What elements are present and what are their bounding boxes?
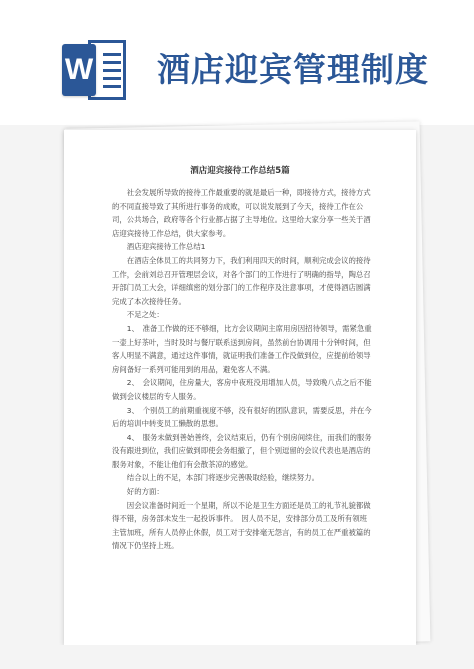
document-page [64, 130, 416, 645]
page-title: 酒店迎宾管理制度 [157, 50, 429, 89]
paragraph: 2、 会议期间，住房量大，客房中夜班没用增加人员，导致晚八点之后不能做到会议楼层的专人服务。 [112, 378, 372, 401]
document-title: 酒店迎宾接待工作总结5篇 [190, 166, 290, 176]
word-document-icon [62, 40, 128, 100]
paragraph: 好的方面： [126, 487, 164, 497]
word-badge [62, 44, 96, 96]
paragraph: 因会议准备时间近一个星期，所以不论是卫生方面还是员工的礼节礼貌都做得不错，房务部未发生一起投诉事件。 因人员不足，安排部分员工及所有领班主管加班，所有人员停止休假，员工对于安排毫无怨言，有的员工在严重被篇的情况下仍坚持上班。 [112, 500, 371, 551]
paragraph: 在酒店全体员工的共同努力下，我们利用四天的时间，顺利完成会议的接待工作，会前刘总召开管理层会议，对各个部门的工作进行了明确的指导，陶总召开部门员工大会，详细缜密的划分部门的工作程序及注意事项，才使得酒店圆满完成了本次接待任务。 [112, 255, 371, 306]
footer-strip [0, 645, 474, 669]
paragraph: 1、 准备工作做的还不够细，比方会议期间主席用房因招待领导，需紧急重一壶上好茶叶，当时及时与餐厅联系送到房间，虽然前台协调用十分钟时间，但客人明显不满意，通过这件事情，就证明我们准备工作没做到位，应提前给领导房间备好一系列可能用到的用品，避免客人不满。 [112, 323, 372, 374]
paragraph: 4、 服务未做到善始善终，会议结束后，仍有个别房间续住，而我们的服务没有跟进到位，我们应做到即使会务组撤了，但个别逗留的会议代表也是酒店的服务对象，不能让他们有会散茶凉的感觉。 [112, 432, 372, 469]
paragraph: 不足之处： [126, 310, 164, 320]
paragraph: 酒店迎宾接待工作总结1 [126, 242, 206, 252]
paragraph: 3、 个别员工的前期重视度不够，没有很好的团队意识，需要反思，并在今后的培训中转变员工懒散的思想。 [112, 405, 372, 429]
document-body [112, 186, 374, 553]
paragraph: 结合以上的不足，本部门将逐步完善吸取经验，继续努力。 [126, 473, 319, 483]
paragraph: 社会发展所导致的接待工作最重要的就是最后一种，即接待方式，接待方式的不同直接导致了其所进行事务的成败，可以说发展到了今天，接待工作在公司，公共场合，政府等各个行业都占据了主导地位。这里给大家分享一些关于酒店迎宾接待工作总结，供大家参考。 [112, 188, 371, 238]
header-banner [0, 0, 474, 125]
word-letter: W [64, 53, 94, 86]
